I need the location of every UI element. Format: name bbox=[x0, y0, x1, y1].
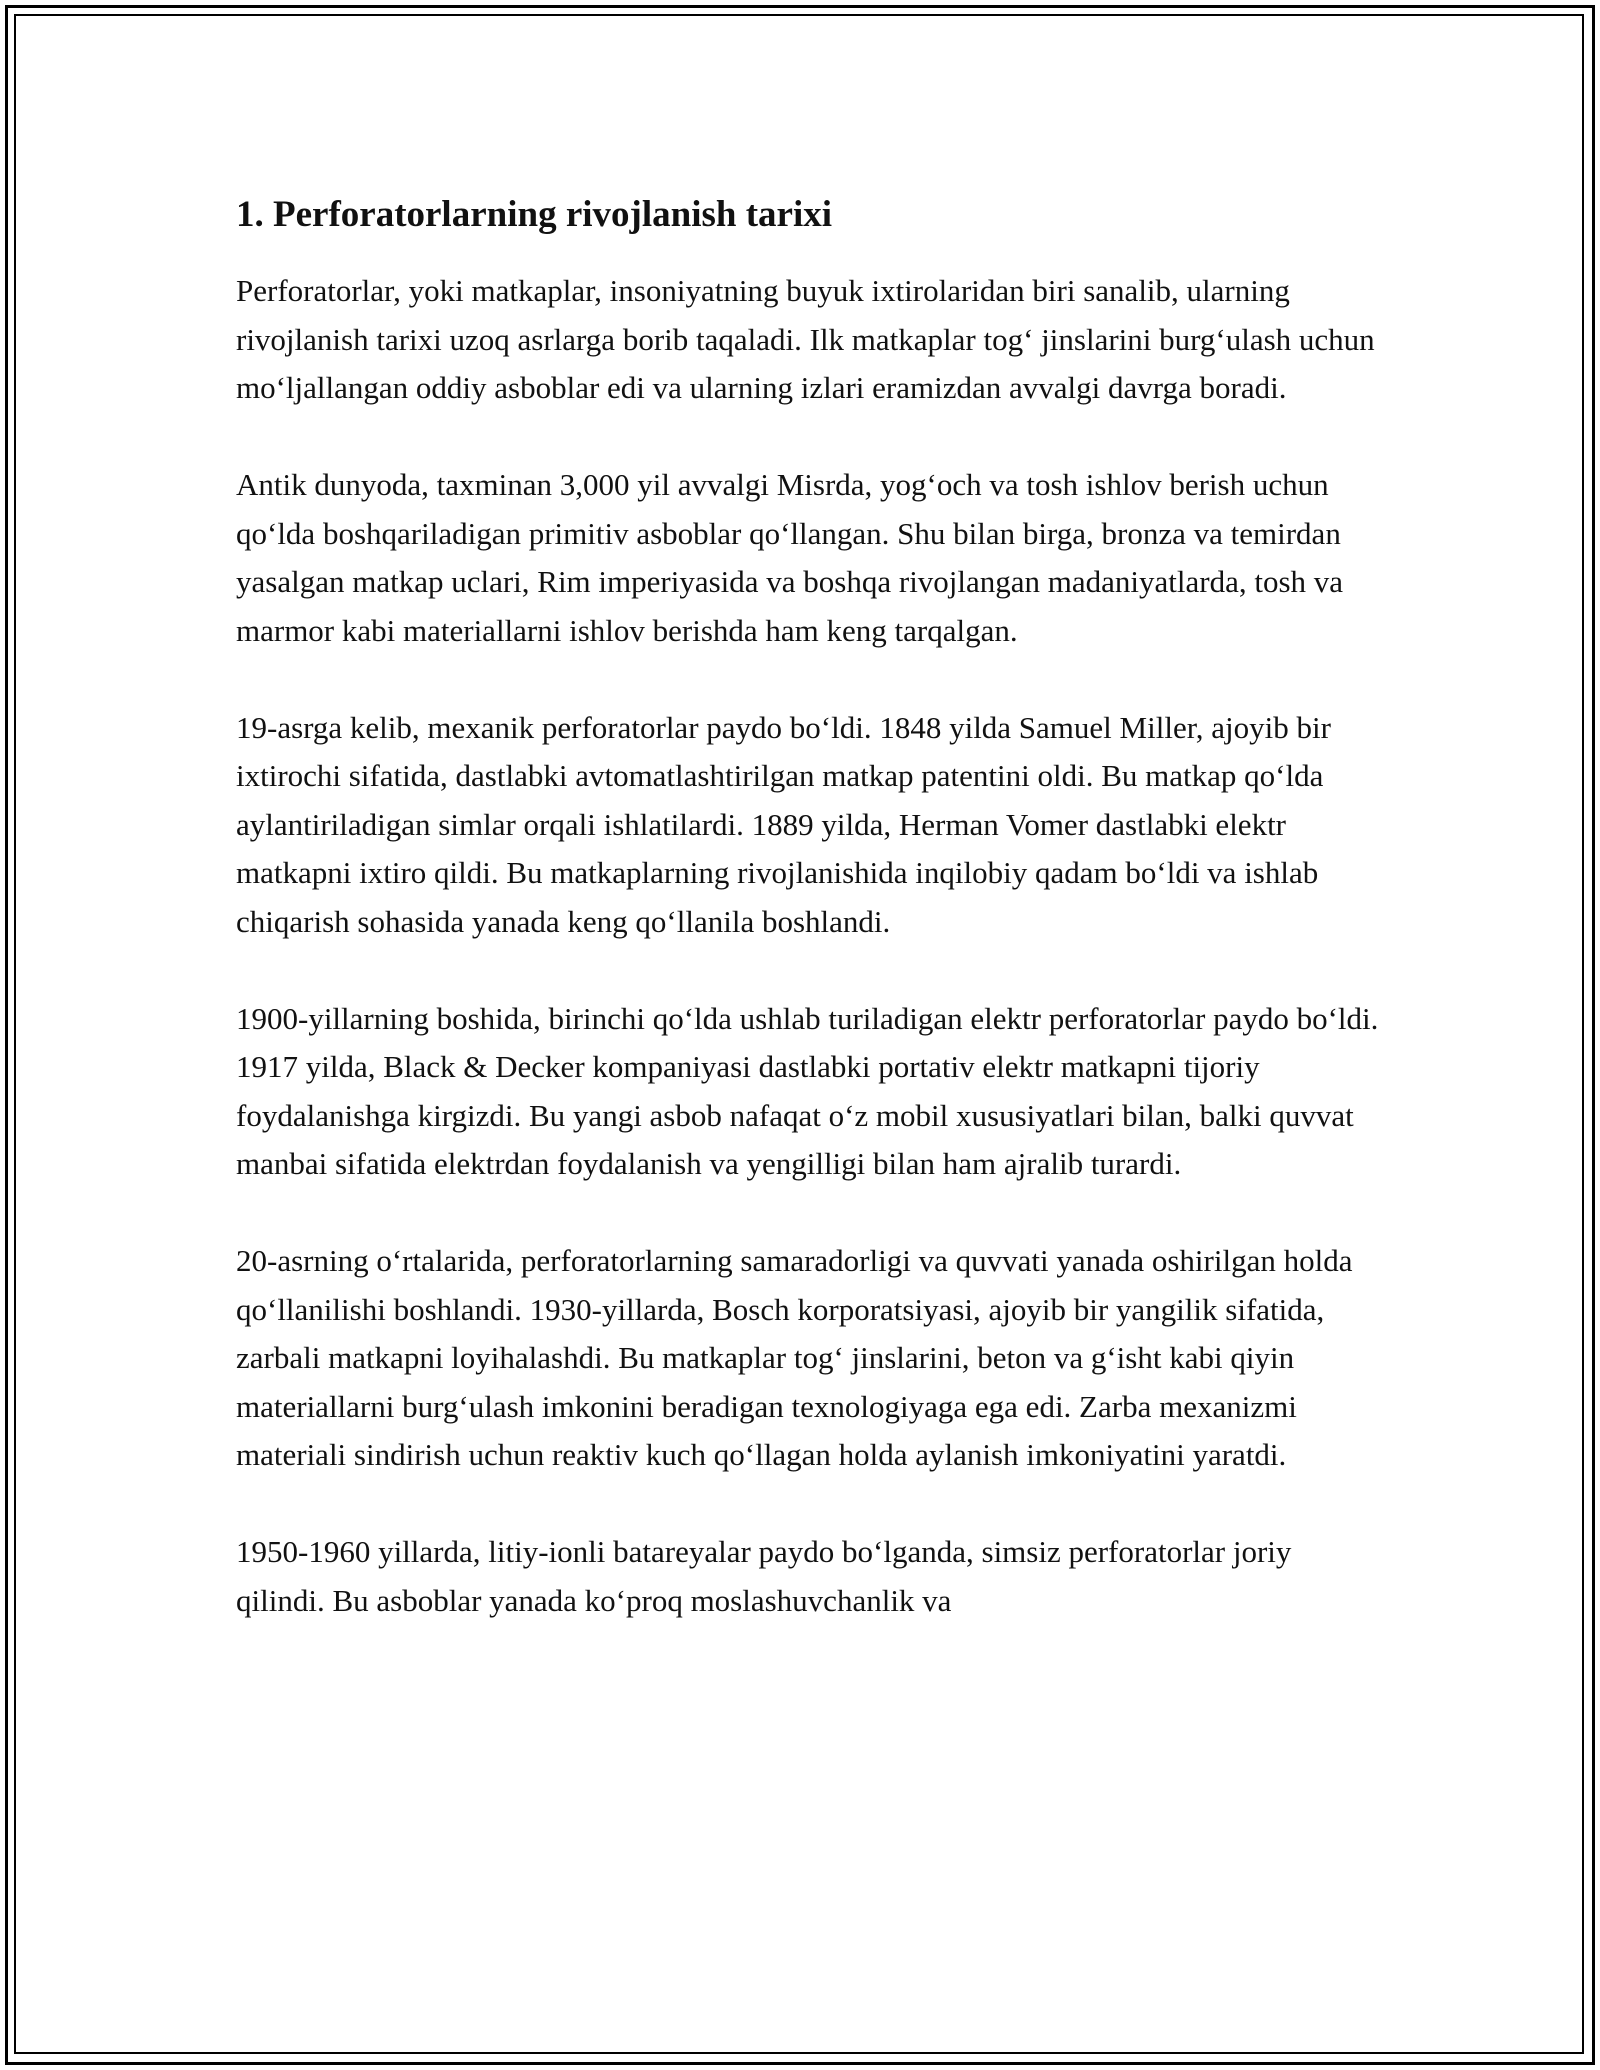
paragraph-3: 19-asrga kelib, mexanik perforatorlar paydo bo‘ldi. 1848 yilda Samuel Miller, ajoyib bir ixtirochi sifatida, dastlabki avtomatlashtirilgan matkap patentini oldi. Bu matkap qo‘lda aylantiriladigan simlar orqali ishlatilardi. 1889 yilda, Herman Vomer dastlabki elektr matkapni ixtiro qildi. Bu matkaplarning rivojlanishida inqilobiy qadam bo‘ldi va ishlab chiqarish sohasida yanada keng qo‘llanila boshlandi. bbox=[236, 709, 1331, 939]
section-heading: 1. Perforatorlarning rivojlanish tarixi bbox=[236, 194, 833, 235]
paragraph-4: 1900-yillarning boshida, birinchi qo‘lda ushlab turiladigan elektr perforatorlar paydo bo‘ldi. 1917 yilda, Black & Decker kompaniyasi dastlabki portativ elektr matkapni tijoriy foydalanishga kirgizdi. Bu yangi asbob nafaqat o‘z mobil xususiyatlari bilan, balki quvvat manbai sifatida elektrdan foydalanish va yengilligi bilan ham ajralib turardi. bbox=[236, 1000, 1379, 1181]
paragraph-6: 1950-1960 yillarda, litiy-ionli batareyalar paydo bo‘lganda, simsiz perforatorlar joriy qilindi. Bu asboblar yanada ko‘proq moslashuvchanlik va bbox=[236, 1534, 1292, 1618]
paragraph-5: 20-asrning o‘rtalarida, perforatorlarning samaradorligi va quvvati yanada oshirilgan holda qo‘llanilishi boshlandi. 1930-yillarda, Bosch korporatsiyasi, ajoyib bir yangilik sifatida, zarbali matkapni loyihalashdi. Bu matkaplar tog‘ jinslarini, beton va g‘isht kabi qiyin materiallarni burg‘ulash imkonini beradigan texnologiyaga ega edi. Zarba mexanizmi materiali sindirish uchun reaktiv kuch qo‘llagan holda aylanish imkoniyatini yaratdi. bbox=[236, 1243, 1353, 1472]
paragraph-2: Antik dunyoda, taxminan 3,000 yil avvalgi Misrda, yog‘och va tosh ishlov berish uchun qo‘lda boshqariladigan primitiv asboblar qo‘llangan. Shu bilan birga, bronza va temirdan yasalgan matkap uclari, Rim imperiyasida va boshqa rivojlangan madaniyatlarda, tosh va marmor kabi materiallarni ishlov berishda ham keng tarqalgan. bbox=[236, 467, 1344, 648]
document-body bbox=[236, 185, 1386, 1674]
paragraph-1: Perforatorlar, yoki matkaplar, insoniyatning buyuk ixtirolaridan biri sanalib, ularning rivojlanish tarixi uzoq asrlarga borib taqaladi. Ilk matkaplar tog‘ jinslarini burg‘ulash uchun mo‘ljallangan oddiy asboblar edi va ularning izlari eramizdan avvalgi davrga boradi. bbox=[236, 273, 1375, 405]
